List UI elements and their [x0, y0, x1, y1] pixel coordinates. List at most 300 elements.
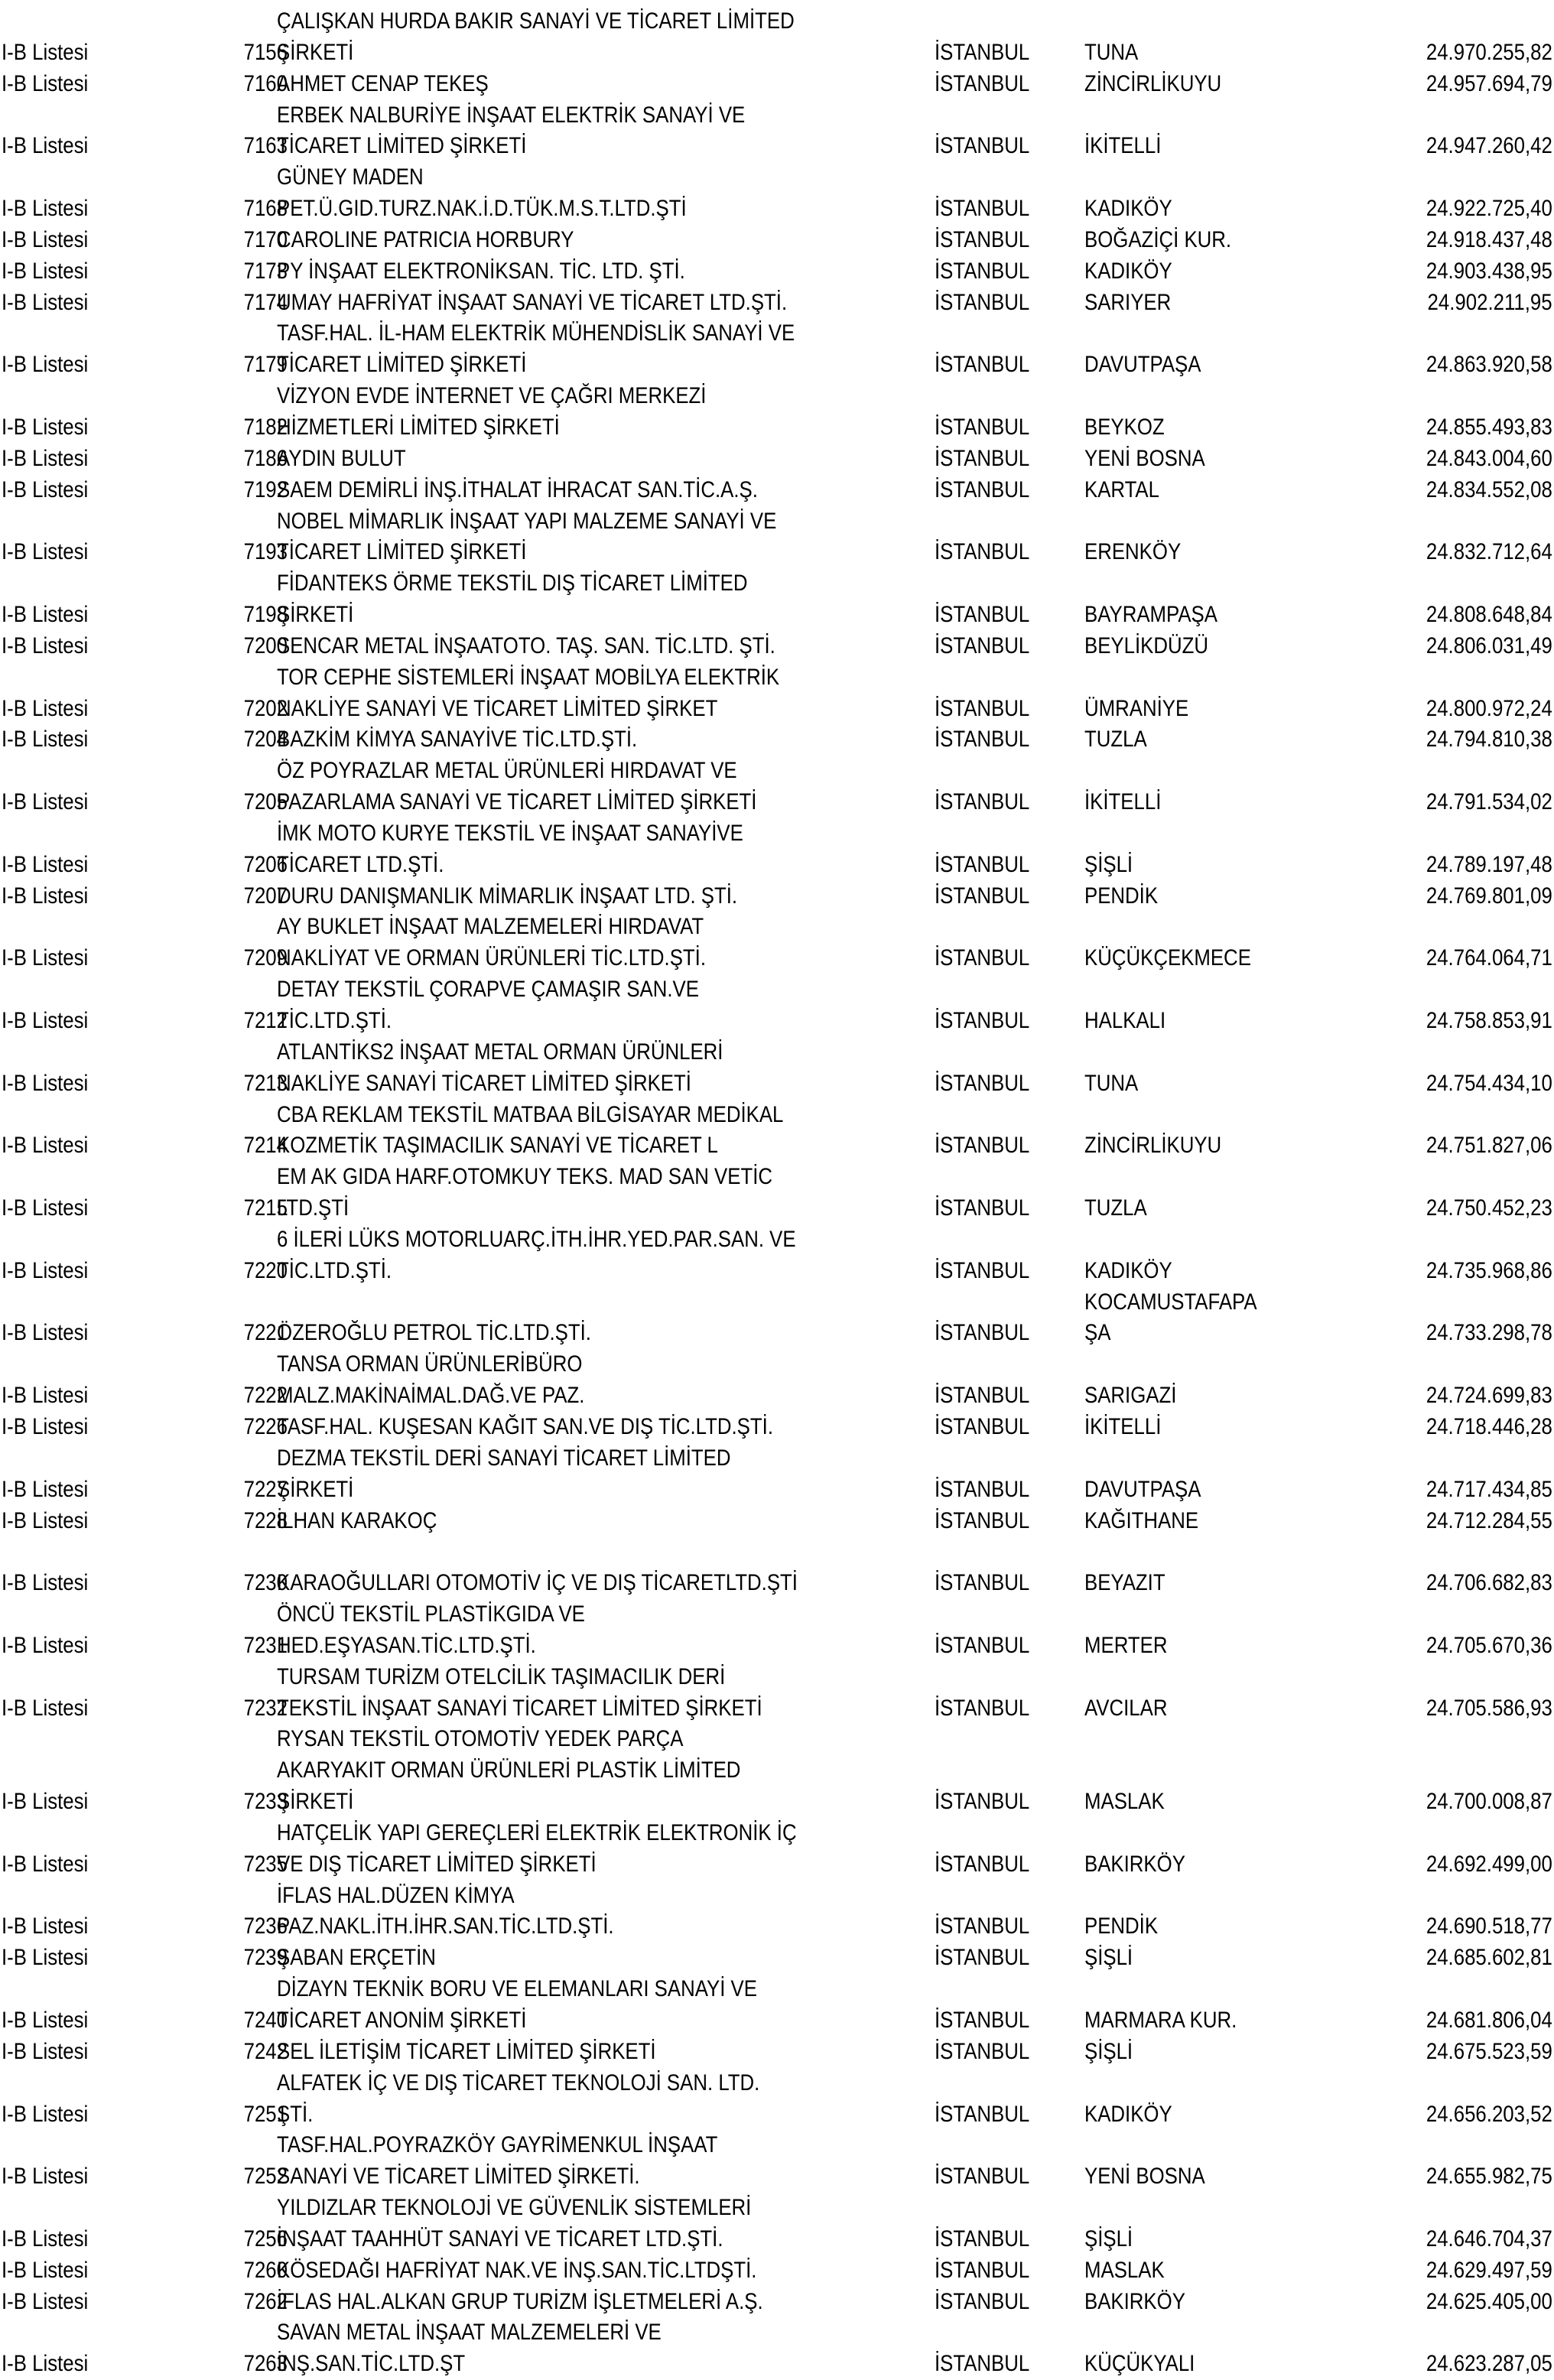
list-label: I-B Listesi [2, 1789, 89, 1815]
row-line [0, 1130, 1554, 1162]
amount: 24.712.284,55 [1426, 1507, 1552, 1533]
city: İSTANBUL [935, 258, 1030, 284]
district: İKİTELLİ [1084, 1413, 1162, 1439]
record-number: 7215 [243, 1195, 288, 1221]
amount: 24.903.438,95 [1426, 258, 1552, 284]
city: İSTANBUL [935, 1632, 1030, 1658]
city: İSTANBUL [935, 851, 1030, 877]
company-name: UMAY HAFRİYAT İNŞAAT SANAYİ VE TİCARET LTD.ŞTİ. [277, 289, 788, 315]
company-name: TASF.HAL. İL-HAM ELEKTRİK MÜHENDİSLİK SANAYİ VE [277, 320, 795, 346]
district: ZİNCİRLİKUYU [1084, 70, 1222, 96]
district: KÜÇÜKYALI [1084, 2351, 1195, 2377]
district: YENİ BOSNA [1084, 445, 1205, 471]
record-number: 7192 [243, 476, 288, 502]
table-row [0, 288, 1554, 319]
district: KAĞITHANE [1084, 1507, 1199, 1533]
row-line [0, 631, 1554, 662]
company-name: SENCAR METAL İNŞAATOTO. TAŞ. SAN. TİC.LTD. ŞTİ. [277, 632, 775, 658]
list-label: I-B Listesi [2, 2101, 89, 2127]
record-number: 7160 [243, 70, 288, 96]
row-line [0, 943, 1554, 974]
list-label: I-B Listesi [2, 133, 89, 159]
district: ŞİŞLİ [1084, 2038, 1133, 2064]
row-line [0, 225, 1554, 256]
row-line [0, 1849, 1554, 1881]
city: İSTANBUL [935, 1133, 1030, 1159]
company-name: HATÇELİK YAPI GEREÇLERİ ELEKTRİK ELEKTRONİK İÇ [277, 1819, 797, 1845]
district: HALKALI [1084, 1008, 1166, 1033]
row-line [0, 1193, 1554, 1224]
list-label: I-B Listesi [2, 1413, 89, 1439]
company-name: ŞİRKETİ [277, 1476, 354, 1502]
amount: 24.789.197,48 [1426, 851, 1552, 877]
company-name: KÖSEDAĞI HAFRİYAT NAK.VE İNŞ.SAN.TİC.LTDŞTİ. [277, 2257, 757, 2283]
district: KADIKÖY [1084, 1257, 1172, 1283]
row-line [0, 475, 1554, 506]
record-number: 7205 [243, 789, 288, 815]
row-line [0, 412, 1554, 444]
list-label: I-B Listesi [2, 1320, 89, 1346]
company-name: ŞİRKETİ [277, 1789, 354, 1815]
row-line [0, 1787, 1554, 1818]
row-line [0, 193, 1554, 225]
amount: 24.957.694,79 [1426, 70, 1552, 96]
table-row [0, 2193, 1554, 2255]
table-row [0, 2255, 1554, 2287]
table-row [0, 1224, 1554, 1287]
row-line [0, 2037, 1554, 2068]
district: MASLAK [1084, 2257, 1165, 2283]
amount: 24.758.853,91 [1426, 1008, 1552, 1033]
table-row [0, 1162, 1554, 1224]
company-name: AYDIN BULUT [277, 445, 406, 471]
city: İSTANBUL [935, 695, 1030, 721]
city: İSTANBUL [935, 945, 1030, 971]
record-number: 7168 [243, 196, 288, 222]
list-label: I-B Listesi [2, 1133, 89, 1159]
city: İSTANBUL [935, 632, 1030, 658]
list-label: I-B Listesi [2, 695, 89, 721]
company-name: SANAYİ VE TİCARET LİMİTED ŞİRKETİ. [277, 2164, 640, 2190]
amount: 24.700.008,87 [1426, 1789, 1552, 1815]
city: İSTANBUL [935, 602, 1030, 628]
company-name: LTD.ŞTİ [277, 1195, 349, 1221]
table-row [0, 756, 1554, 818]
row-line [0, 1911, 1554, 1943]
row-line [0, 350, 1554, 381]
table-row [0, 2130, 1554, 2193]
district: KADIKÖY [1084, 2101, 1172, 2127]
row-line [0, 288, 1554, 319]
district: BOĞAZİÇİ KUR. [1084, 226, 1232, 252]
record-number: 7198 [243, 602, 288, 628]
amount: 24.733.298,78 [1426, 1320, 1552, 1346]
record-number: 7228 [243, 1507, 288, 1533]
table-row [0, 1662, 1554, 1725]
company-name: ŞİRKETİ [277, 602, 354, 628]
company-name: MALZ.MAKİNAİMAL.DAĞ.VE PAZ. [277, 1383, 585, 1409]
company-name: ŞTİ. [277, 2101, 314, 2127]
city: İSTANBUL [935, 2164, 1030, 2190]
row-line [0, 1881, 1554, 1912]
amount: 24.791.534,02 [1426, 789, 1552, 815]
list-label: I-B Listesi [2, 602, 89, 628]
company-name: GÜNEY MADEN [277, 164, 424, 190]
row-line [0, 2193, 1554, 2224]
district: MARMARA KUR. [1084, 2008, 1237, 2033]
table-row [0, 818, 1554, 881]
company-name: NAKLİYAT VE ORMAN ÜRÜNLERİ TİC.LTD.ŞTİ. [277, 945, 707, 971]
row-line [0, 1693, 1554, 1725]
list-label: I-B Listesi [2, 39, 89, 65]
record-number: 7236 [243, 1913, 288, 1939]
district: ŞİŞLİ [1084, 2226, 1133, 2252]
company-name: NOBEL MİMARLIK İNŞAAT YAPI MALZEME SANAYİ VE [277, 508, 777, 534]
company-name: HED.EŞYASAN.TİC.LTD.ŞTİ. [277, 1632, 536, 1658]
record-number: 7200 [243, 632, 288, 658]
list-label: I-B Listesi [2, 289, 89, 315]
company-name: FİDANTEKS ÖRME TEKSTİL DIŞ TİCARET LİMİTED [277, 571, 748, 597]
district: BEYAZIT [1084, 1570, 1166, 1596]
record-number: 7220 [243, 1257, 288, 1283]
company-name: VİZYON EVDE İNTERNET VE ÇAĞRI MERKEZİ [277, 383, 707, 409]
company-name: TİCARET ANONİM ŞİRKETİ [277, 2008, 527, 2033]
row-line [0, 1443, 1554, 1474]
table-row [0, 6, 1554, 69]
record-number: 7230 [243, 1570, 288, 1596]
amount: 24.625.405,00 [1426, 2288, 1552, 2314]
district: ÜMRANİYE [1084, 695, 1189, 721]
row-line [0, 787, 1554, 818]
company-name: HİZMETLERİ LİMİTED ŞİRKETİ [277, 414, 560, 440]
table-row [0, 1974, 1554, 2037]
company-name: TİCARET LİMİTED ŞİRKETİ [277, 539, 527, 565]
row-line [0, 162, 1554, 193]
row-line [0, 69, 1554, 100]
row-line [0, 1037, 1554, 1068]
row-line [0, 131, 1554, 162]
record-number: 7174 [243, 289, 288, 315]
amount: 24.764.064,71 [1426, 945, 1552, 971]
amount: 24.623.287,05 [1426, 2351, 1552, 2377]
list-label: I-B Listesi [2, 2038, 89, 2064]
record-number: 7260 [243, 2257, 288, 2283]
city: İSTANBUL [935, 1913, 1030, 1939]
amount: 24.681.806,04 [1426, 2008, 1552, 2033]
table-row [0, 974, 1554, 1037]
district: TUZLA [1084, 727, 1147, 753]
list-label: I-B Listesi [2, 883, 89, 909]
record-number: 7262 [243, 2288, 288, 2314]
city: İSTANBUL [935, 883, 1030, 909]
company-name: AY BUKLET İNŞAAT MALZEMELERİ HIRDAVAT [277, 914, 704, 940]
amount: 24.718.446,28 [1426, 1413, 1552, 1439]
company-name: ÖZEROĞLU PETROL TİC.LTD.ŞTİ. [277, 1320, 591, 1346]
company-name: DEZMA TEKSTİL DERİ SANAYİ TİCARET LİMİTED [277, 1445, 731, 1471]
amount: 24.706.682,83 [1426, 1570, 1552, 1596]
list-label: I-B Listesi [2, 258, 89, 284]
table-row [0, 631, 1554, 662]
row-line [0, 1662, 1554, 1693]
company-name: ÖNCÜ TEKSTİL PLASTİKGIDA VE [277, 1601, 585, 1627]
table-row [0, 568, 1554, 631]
amount: 24.656.203,52 [1426, 2101, 1552, 2127]
row-line [0, 756, 1554, 787]
amount: 24.834.552,08 [1426, 476, 1552, 502]
table-row [0, 1349, 1554, 1412]
amount: 24.646.704,37 [1426, 2226, 1552, 2252]
record-number: 7226 [243, 1413, 288, 1439]
table-row [0, 100, 1554, 163]
company-name: İMK MOTO KURYE TEKSTİL VE İNŞAAT SANAYİVE [277, 820, 743, 846]
record-number: 7206 [243, 851, 288, 877]
amount: 24.902.211,95 [1427, 289, 1552, 315]
amount: 24.751.827,06 [1426, 1133, 1552, 1159]
district: KOCAMUSTAFAPA [1084, 1289, 1257, 1315]
record-number: 7263 [243, 2351, 288, 2377]
list-label: I-B Listesi [2, 1507, 89, 1533]
city: İSTANBUL [935, 445, 1030, 471]
company-name: TİC.LTD.ŞTİ. [277, 1008, 392, 1033]
list-label: I-B Listesi [2, 1257, 89, 1283]
city: İSTANBUL [935, 2008, 1030, 2033]
row-line [0, 818, 1554, 850]
company-name: PAZARLAMA SANAYİ VE TİCARET LİMİTED ŞİRKETİ [277, 789, 757, 815]
district: TUNA [1084, 39, 1139, 65]
row-line [0, 974, 1554, 1006]
row-line [0, 1256, 1554, 1287]
company-name: YILDIZLAR TEKNOLOJİ VE GÜVENLİK SİSTEMLERİ [277, 2195, 752, 2221]
amount: 24.947.260,42 [1426, 133, 1552, 159]
district: TUNA [1084, 1070, 1139, 1096]
table-row [0, 2287, 1554, 2318]
district: PENDİK [1084, 1913, 1159, 1939]
table-row [0, 881, 1554, 912]
amount: 24.655.982,75 [1426, 2164, 1552, 2190]
amount: 24.685.602,81 [1426, 1945, 1552, 1971]
district: SARIGAZİ [1084, 1383, 1177, 1409]
record-number: 7182 [243, 414, 288, 440]
company-name: PAZ.NAKL.İTH.İHR.SAN.TİC.LTD.ŞTİ. [277, 1913, 614, 1939]
amount: 24.806.031,49 [1426, 632, 1552, 658]
row-line [0, 1536, 1554, 1568]
city: İSTANBUL [935, 133, 1030, 159]
row-line [0, 1755, 1554, 1787]
row-line [0, 6, 1554, 37]
district: TUZLA [1084, 1195, 1147, 1221]
record-number: 7235 [243, 1851, 288, 1877]
city: İSTANBUL [935, 352, 1030, 378]
row-line [0, 850, 1554, 881]
table-row [0, 1100, 1554, 1162]
table-row [0, 724, 1554, 756]
city: İSTANBUL [935, 39, 1030, 65]
table-row [0, 2317, 1554, 2380]
list-label: I-B Listesi [2, 1695, 89, 1721]
table-row [0, 475, 1554, 506]
company-name: DURU DANIŞMANLIK MİMARLIK İNŞAAT LTD. ŞTİ. [277, 883, 738, 909]
amount: 24.855.493,83 [1426, 414, 1552, 440]
row-line [0, 2099, 1554, 2131]
company-name: VE DIŞ TİCARET LİMİTED ŞİRKETİ [277, 1851, 597, 1877]
record-number: 7212 [243, 1008, 288, 1033]
row-line [0, 1068, 1554, 1100]
city: İSTANBUL [935, 2101, 1030, 2127]
record-number: 7251 [243, 2101, 288, 2127]
list-label: I-B Listesi [2, 1570, 89, 1596]
company-name: PY İNŞAAT ELEKTRONİKSAN. TİC. LTD. ŞTİ. [277, 258, 685, 284]
list-label: I-B Listesi [2, 1913, 89, 1939]
record-number: 7163 [243, 133, 288, 159]
company-name: ÇALIŞKAN HURDA BAKIR SANAYİ VE TİCARET LİMİTED [277, 8, 795, 34]
table-row [0, 1818, 1554, 1881]
company-name: TEKSTİL İNŞAAT SANAYİ TİCARET LİMİTED ŞİRKETİ [277, 1695, 762, 1721]
city: İSTANBUL [935, 1413, 1030, 1439]
list-label: I-B Listesi [2, 1383, 89, 1409]
list-label: I-B Listesi [2, 2351, 89, 2377]
list-label: I-B Listesi [2, 789, 89, 815]
record-number: 7233 [243, 1789, 288, 1815]
district: ŞİŞLİ [1084, 851, 1133, 877]
amount: 24.724.699,83 [1426, 1383, 1552, 1409]
district: ZİNCİRLİKUYU [1084, 1133, 1222, 1159]
table-row [0, 1536, 1554, 1599]
city: İSTANBUL [935, 1570, 1030, 1596]
record-number: 7252 [243, 2164, 288, 2190]
record-number: 7204 [243, 727, 288, 753]
row-line [0, 1224, 1554, 1256]
city: İSTANBUL [935, 226, 1030, 252]
city: İSTANBUL [935, 1257, 1030, 1283]
table-row [0, 162, 1554, 225]
city: İSTANBUL [935, 1195, 1030, 1221]
city: İSTANBUL [935, 414, 1030, 440]
amount: 24.918.437,48 [1426, 226, 1552, 252]
row-line [0, 2224, 1554, 2255]
city: İSTANBUL [935, 1789, 1030, 1815]
list-label: I-B Listesi [2, 2226, 89, 2252]
district: BEYKOZ [1084, 414, 1165, 440]
district: PENDİK [1084, 883, 1159, 909]
record-number: 7193 [243, 539, 288, 565]
row-line [0, 568, 1554, 600]
company-name: İLHAN KARAKOÇ [277, 1507, 437, 1533]
company-name: İNŞAAT TAAHHÜT SANAYİ VE TİCARET LTD.ŞTİ. [277, 2226, 723, 2252]
amount: 24.735.968,86 [1426, 1257, 1552, 1283]
row-line [0, 694, 1554, 725]
row-line [0, 2161, 1554, 2193]
row-line [0, 1631, 1554, 1662]
district: AVCILAR [1084, 1695, 1168, 1721]
record-number: 7170 [243, 226, 288, 252]
amount: 24.705.586,93 [1426, 1695, 1552, 1721]
list-label: I-B Listesi [2, 851, 89, 877]
amount: 24.832.712,64 [1426, 539, 1552, 565]
amount: 24.675.523,59 [1426, 2038, 1552, 2064]
company-name: İFLAS HAL.ALKAN GRUP TURİZM İŞLETMELERİ A.Ş. [277, 2288, 763, 2314]
district: SARIYER [1084, 289, 1172, 315]
row-line [0, 506, 1554, 538]
table-row [0, 225, 1554, 256]
amount: 24.692.499,00 [1426, 1851, 1552, 1877]
amount: 24.769.801,09 [1426, 883, 1552, 909]
record-number: 7232 [243, 1695, 288, 1721]
table-row [0, 662, 1554, 725]
table-row [0, 256, 1554, 288]
company-name: ERBEK NALBURİYE İNŞAAT ELEKTRİK SANAYİ VE [277, 102, 746, 128]
amount: 24.629.497,59 [1426, 2257, 1552, 2283]
amount: 24.922.725,40 [1426, 196, 1552, 222]
company-name: TİCARET LİMİTED ŞİRKETİ [277, 352, 527, 378]
list-label: I-B Listesi [2, 196, 89, 222]
company-name: TANSA ORMAN ÜRÜNLERİBÜRO [277, 1351, 583, 1377]
record-number: 7156 [243, 39, 288, 65]
company-name: AHMET CENAP TEKEŞ [277, 70, 489, 96]
list-label: I-B Listesi [2, 727, 89, 753]
list-label: I-B Listesi [2, 539, 89, 565]
list-label: I-B Listesi [2, 352, 89, 378]
table-row [0, 1881, 1554, 1943]
table-row [0, 912, 1554, 974]
amount: 24.705.670,36 [1426, 1632, 1552, 1658]
list-label: I-B Listesi [2, 1070, 89, 1096]
row-line [0, 1100, 1554, 1131]
city: İSTANBUL [935, 2038, 1030, 2064]
row-line [0, 381, 1554, 412]
list-label: I-B Listesi [2, 414, 89, 440]
table-row [0, 381, 1554, 444]
row-line [0, 1006, 1554, 1037]
company-name: ÖZ POYRAZLAR METAL ÜRÜNLERİ HIRDAVAT VE [277, 758, 737, 784]
amount: 24.800.972,24 [1426, 695, 1552, 721]
row-line [0, 1506, 1554, 1537]
company-name: TİCARET LTD.ŞTİ. [277, 851, 444, 877]
company-name: AKARYAKIT ORMAN ÜRÜNLERİ PLASTİK LİMİTED [277, 1757, 741, 1783]
table-row [0, 1724, 1554, 1818]
row-line [0, 662, 1554, 694]
company-name: 6 İLERİ LÜKS MOTORLUARÇ.İTH.İHR.YED.PAR.SAN. VE [277, 1226, 796, 1252]
city: İSTANBUL [935, 2226, 1030, 2252]
table-row [0, 318, 1554, 381]
city: İSTANBUL [935, 1945, 1030, 1971]
record-number: 7256 [243, 2226, 288, 2252]
record-number: 7202 [243, 695, 288, 721]
row-line [0, 1318, 1554, 1349]
list-label: I-B Listesi [2, 1008, 89, 1033]
table-row [0, 1412, 1554, 1443]
city: İSTANBUL [935, 2351, 1030, 2377]
district: BEYLİKDÜZÜ [1084, 632, 1209, 658]
row-line [0, 912, 1554, 943]
record-number: 7239 [243, 1945, 288, 1971]
record-number: 7173 [243, 258, 288, 284]
row-line [0, 2255, 1554, 2287]
district: MASLAK [1084, 1789, 1165, 1815]
district: DAVUTPAŞA [1084, 1476, 1201, 1502]
amount: 24.754.434,10 [1426, 1070, 1552, 1096]
company-name: İFLAS HAL.DÜZEN KİMYA [277, 1882, 515, 1908]
company-name: EM AK GIDA HARF.OTOMKUY TEKS. MAD SAN VETİC [277, 1164, 773, 1190]
list-label: I-B Listesi [2, 2164, 89, 2190]
row-line [0, 1349, 1554, 1380]
row-line [0, 256, 1554, 288]
row-line [0, 2317, 1554, 2349]
company-name: ŞABAN ERÇETİN [277, 1945, 436, 1971]
city: İSTANBUL [935, 789, 1030, 815]
city: İSTANBUL [935, 476, 1030, 502]
table-row [0, 1506, 1554, 1537]
company-name: SAVAN METAL İNŞAAT MALZEMELERİ VE [277, 2320, 662, 2346]
